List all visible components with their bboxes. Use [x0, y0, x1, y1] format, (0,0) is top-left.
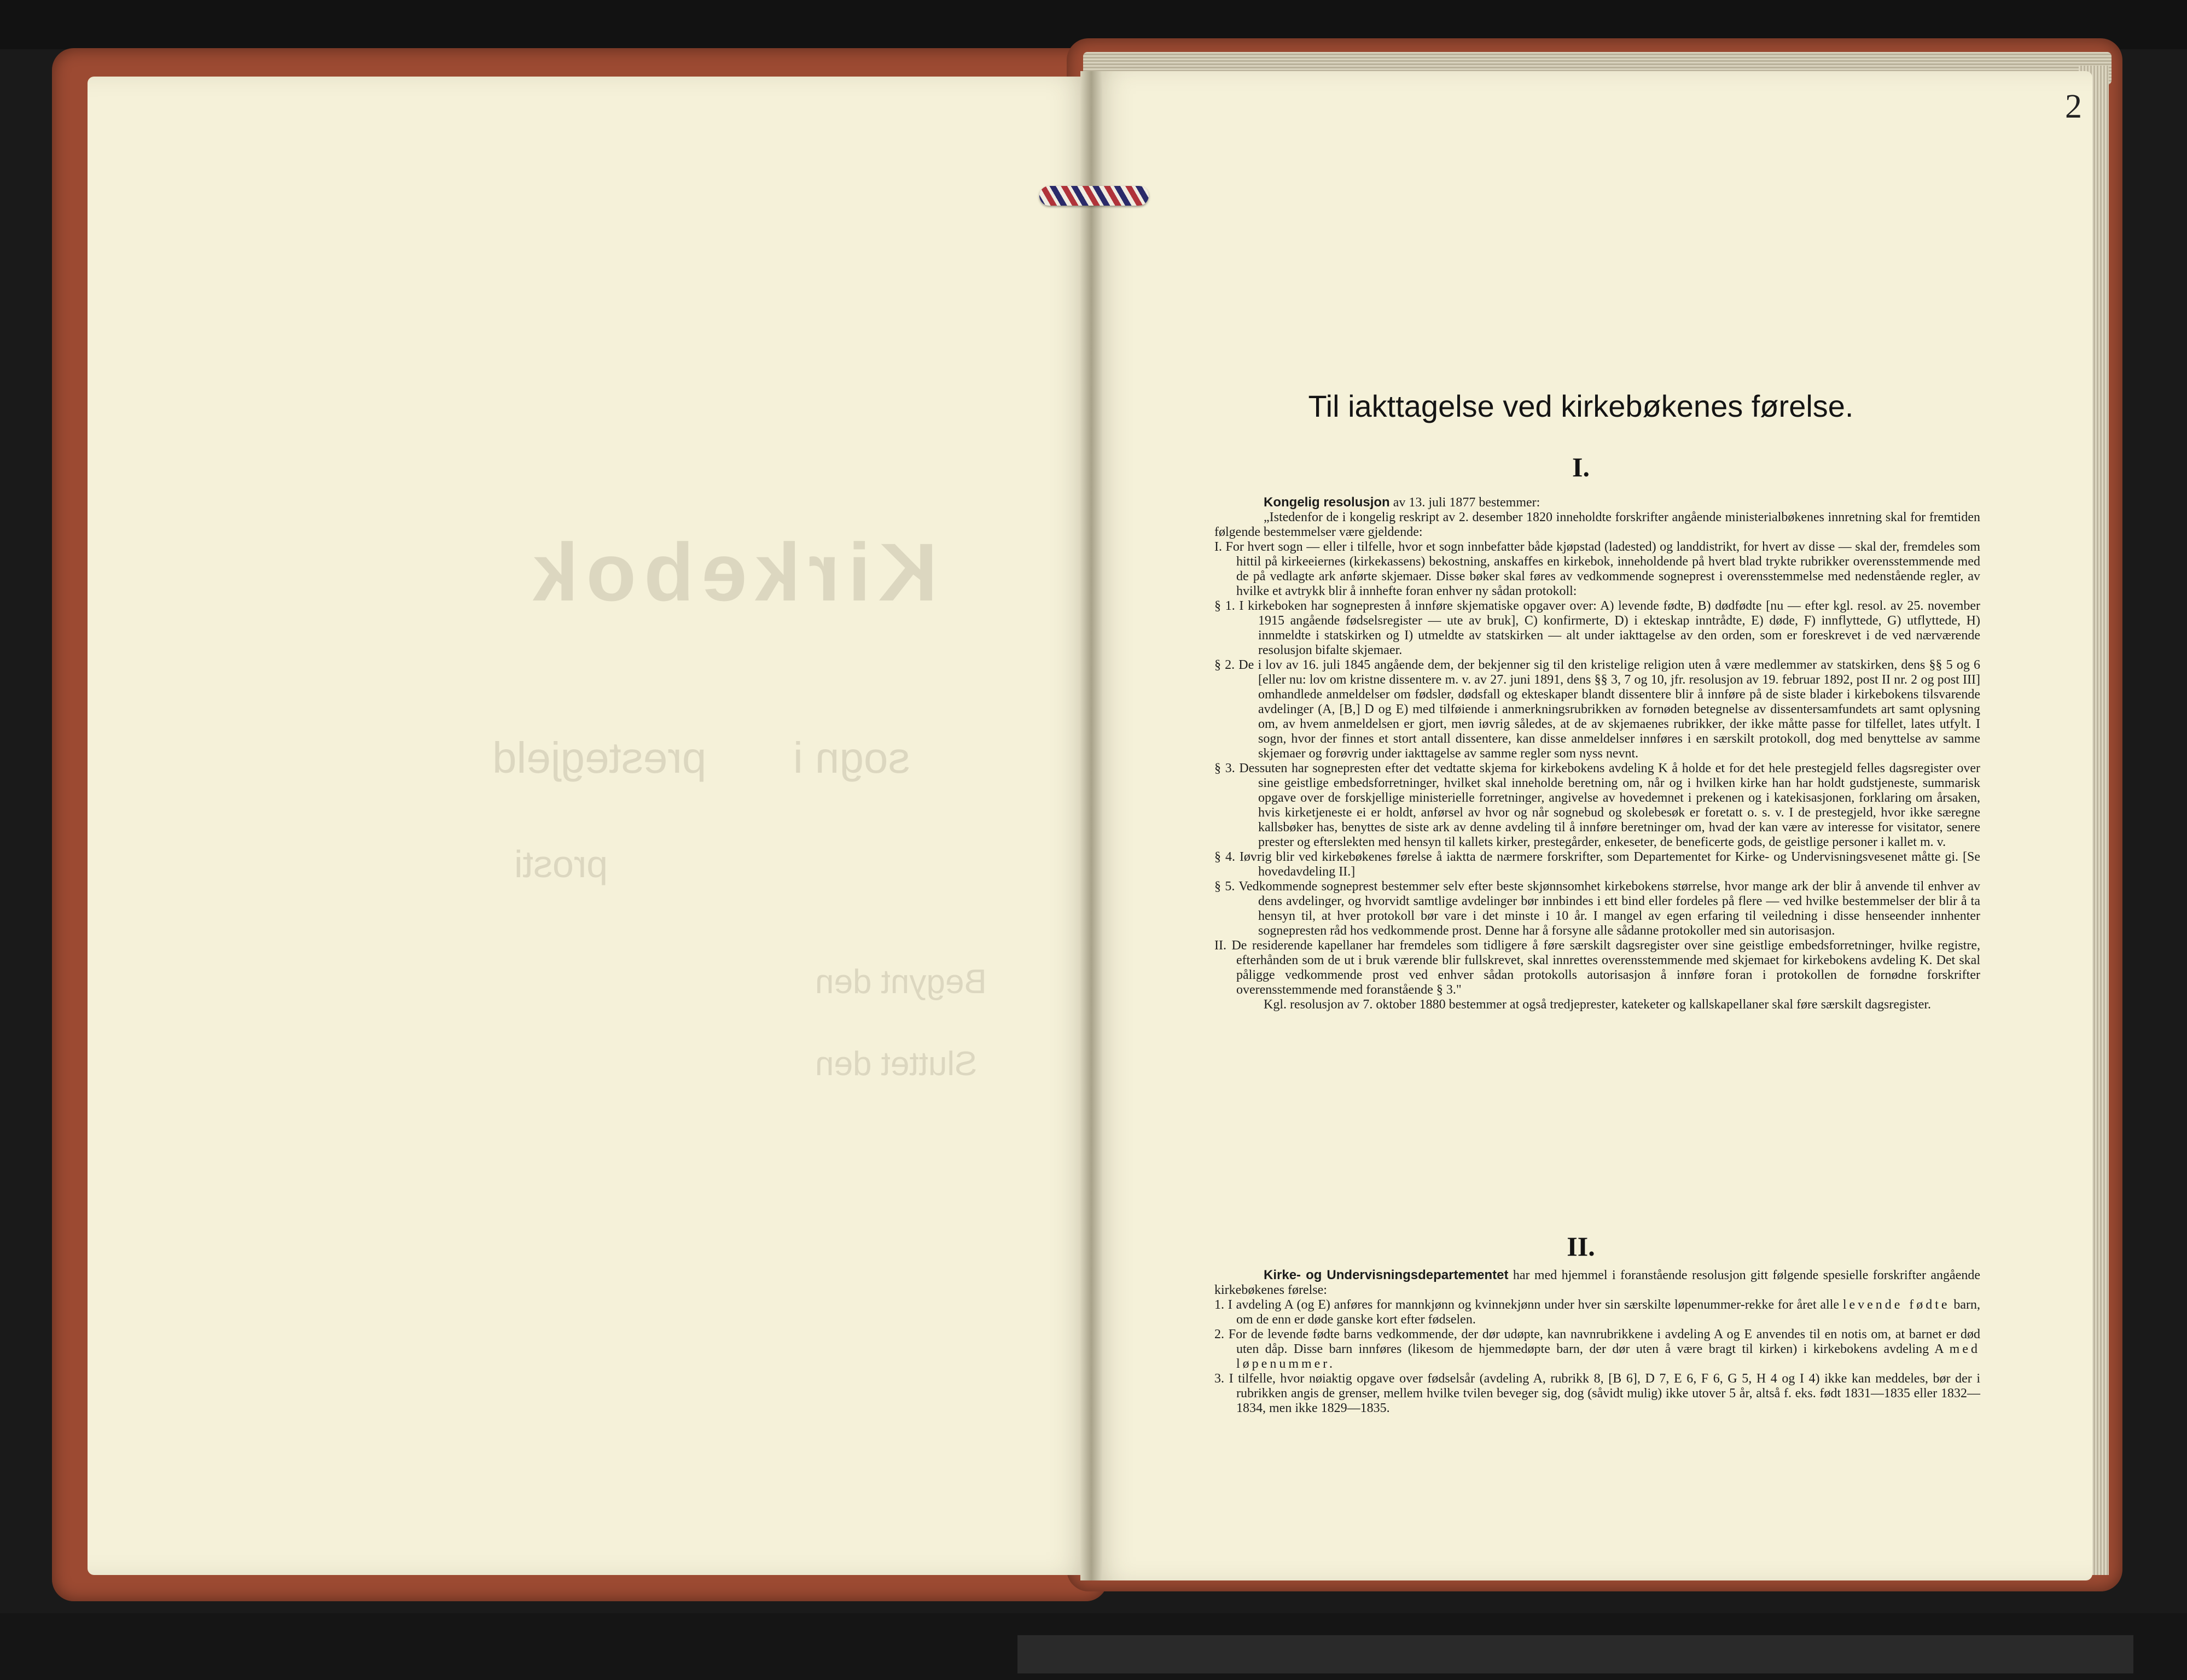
ghost-sluttet-show-through: Sluttet den — [815, 1045, 978, 1083]
rule-2-b: med løpenummer. — [1236, 1342, 1980, 1371]
rule-2-a: 2. For de levende fødte barns vedkommende, der dør udøpte, kan navnrubrikkene i avdeling A og E anvendes til en notis om, at barnet er død uten dåp. Disse barn innføres (likesom de hjemmedøpte barn, der dør uten å være bragt til kirken) i kirkebokens avdeling A — [1214, 1327, 1980, 1356]
page-number: 2 — [2065, 88, 2082, 125]
ghost-begynt-show-through: Begynt den — [815, 963, 987, 1001]
paragraph-5: § 5. Vedkommende sogneprest bestemmer selv efter beste skjønnsomhet kirkebokens størrelse, hvor mange ark der blir å anvende til enhver av dens avdelinger, og hvorvidt samtlige avdelinger bør innbindes i ett bind eller fordeles på flere — ved hvilke bestemmelser der blir å ta hensyn til, at hver protokoll bør vare i det minste i 10 år. I mangel av egen erfaring til veiledning i disse henseender innhenter sognepresten råd hos vedkommende prost. Denne har å forsyne alle sådanne protokoller med sin autorisasjon. — [1214, 879, 1980, 938]
paragraph-1: § 1. I kirkeboken har sognepresten å innføre skjematiske opgaver over: A) levende fødte, B) dødfødte [nu — efter kgl. resol. av 25. november 1915 angående fødselsregister — ute av bruk], C) konfirmerte, D) i ekteskap inntrådte, E) døde, F) innflyttede, G) utflyttede, H) innmeldte i statskirken og I) utmeldte av statskirken — alt under iakttagelse av den orden, som er foreskrevet i de ved nærværende resolusjon bifalte skjemaer. — [1214, 599, 1980, 657]
closing-note: Kgl. resolusjon av 7. oktober 1880 bestemmer at også tredjeprester, kateketer og kallskapellaner skal føre særskilt dagsregister. — [1264, 998, 1932, 1012]
rule-1-b: levende fødte — [1842, 1298, 1950, 1312]
page-title: Til iakttagelse ved kirkebøkenes førelse. — [1308, 389, 1854, 423]
dept-rest: har med hjemmel i foranstående resolusjon gitt følgende spesielle forskrifter angående kirkebøkenes førelse: — [1214, 1268, 1980, 1297]
ghost-title-show-through: Kirkebok — [525, 526, 938, 618]
resolution-quote: „Istedenfor de i kongelig reskript av 2. desember 1820 inneholdte forskrifter angående ministerialbøkenes innretning skal for fremtiden følgende bestemmelser være gjeldende: — [1214, 510, 1980, 539]
rule-3: 3. I tilfelle, hvor nøiaktig opgave over fødselsår (avdeling A, rubrikk 8, [B 6], D 7, E 6, F 6, G 5, H 4 og I 4) ikke kan meddeles, bør der i rubrikken angis de grenser, mellem hvilke tvilen beveger sig, dog (såvidt mulig) ikke utover 5 år, altså f. eks. født 1831—1835 eller 1832—1834, men ikke 1829—1835. — [1214, 1372, 1980, 1415]
intro-rest: av 13. juli 1877 bestemmer: — [1389, 495, 1540, 510]
paragraph-2: § 2. De i lov av 16. juli 1845 angående dem, der bekjenner sig til den kristelige religion uten å være medlemmer av statskirken, dens §§ 5 og 6 [eller nu: lov om kristne dissentere m. v. av 27. juni 1891, dens §§ 3, 7 og 10, jfr. resolusjon av 19. februar 1892, post II nr. 2 og post III] omhandlede anmeldelser om fødsler, dødsfall og ekteskaper blandt dissentere blir å innføre på de siste blader i kirkebokens tilsvarende avdelinger (A, [B,] D og E) med tilføiende i anmerkningsrubrikken av fornøden betegnelse av dissentersamfundets art samt oplysning om, av hvem anmeldelsen er gjort, men iøvrig således, at de av skjemaenes rubrikker, der ikke måtte passe for tilfellet, lates utfylt. I sogn, hvor der finnes et stort antall dissentere, kan disse anmeldelser innføres i en særskilt protokoll, dog med benyttelse av samme skjemaer og forøvrig under iakttagelse av samme regler som nyss nevnt. — [1214, 658, 1980, 761]
item-i: I. For hvert sogn — eller i tilfelle, hvor et sogn innbefatter både kjøpstad (ladested) og landdistrikt, for hvert av disse — skal der, fremdeles som hittil på kirkeeiernes (kirkekassens) bekostning, anskaffes en kirkebok, inneholdende på hvert blad trykte rubrikker overensstemmende med de på vedlagte ark anførte skjemaer. Disse bøker skal føres av vedkommende sogneprest i overensstemmelse med nedenstående regler, av hvilke et avtrykk blir å innhefte foran enhver ny sådan protokoll: — [1214, 540, 1980, 598]
intro-lead: Kongelig resolusjon — [1264, 495, 1390, 510]
section-1-heading: I. — [1572, 452, 1590, 482]
rule-1-a: 1. I avdeling A (og E) anføres for mannkjønn og kvinnekjønn under hver sin særskilte løpenummer-rekke for året alle — [1214, 1298, 1843, 1312]
ghost-prestegjeld-show-through: prestegjeld — [492, 733, 707, 782]
item-ii: II. De residerende kapellaner har fremdeles som tidligere å føre særskilt dagsregister over sine geistlige embedsforretninger, hvilke registre, efterhånden som de ut i bruk værende blir fullskrevet, skal innrettes overensstemmende med skjemaet for kirkebokens avdeling K. Det skal påligge vedkommende prost ved enhver sådan protokolls autorisasjon å innføre foran i protokollen de fornødne forskrifter overensstemmende med foranstående § 3." — [1214, 938, 1980, 997]
section-2-text — [1214, 1268, 1980, 1416]
ghost-sogn-show-through: sogn i — [793, 733, 910, 782]
rule-2 — [1214, 1327, 1980, 1372]
dept-lead: Kirke- og Undervisningsdepartementet — [1264, 1268, 1509, 1282]
left-page — [88, 77, 1091, 1575]
rule-1 — [1214, 1298, 1980, 1327]
section-1-intro — [1214, 495, 1980, 510]
scanner-background-bottom — [0, 1613, 2187, 1680]
section-2-intro — [1214, 1268, 1980, 1298]
binding-string — [1039, 186, 1149, 206]
scanner-bar — [1017, 1635, 2133, 1673]
section-2-heading: II. — [1567, 1231, 1595, 1262]
rule-1-c: barn, om de enn er døde ganske kort efter fødselen. — [1236, 1298, 1980, 1327]
section-1-text — [1214, 495, 1980, 1012]
ghost-prosti-show-through: prosti — [514, 843, 608, 885]
paragraph-3: § 3. Dessuten har sognepresten efter det vedtatte skjema for kirkebokens avdeling K å holde et for det hele prestegjeld felles dagsregister over sine geistlige embedsforretninger, hvilket skal inneholde beretning om, når og i hvilken kirke han har holdt gudstjeneste, summarisk opgave over de forskjellige ministerielle forretninger, angivelse av hovedemnet i prekenen og i katekisasjonen, forklaring om årsaken, hvis kirketjeneste ei er holdt, anførsel av hvor og når sognebud og skolebesøk er foretatt o. s. v. I de prestegjeld, hvor ikke særegne kallsbøker has, benyttes de siste ark av denne avdeling til å innføre beretninger om, hvad der kan være av interesse for visitator, senere prester og efterslekten med hensyn til kallets kirker, prestegårder, enkeseter, de beneficerte gods, de geistlige personer i kallet m. v. — [1214, 761, 1980, 849]
book-gutter — [1080, 71, 1102, 1580]
paragraph-4: § 4. Iøvrig blir ved kirkebøkenes førelse å iaktta de nærmere forskrifter, som Departementet for Kirke- og Undervisningsvesenet måtte gi. [Se hovedavdeling II.] — [1214, 850, 1980, 879]
